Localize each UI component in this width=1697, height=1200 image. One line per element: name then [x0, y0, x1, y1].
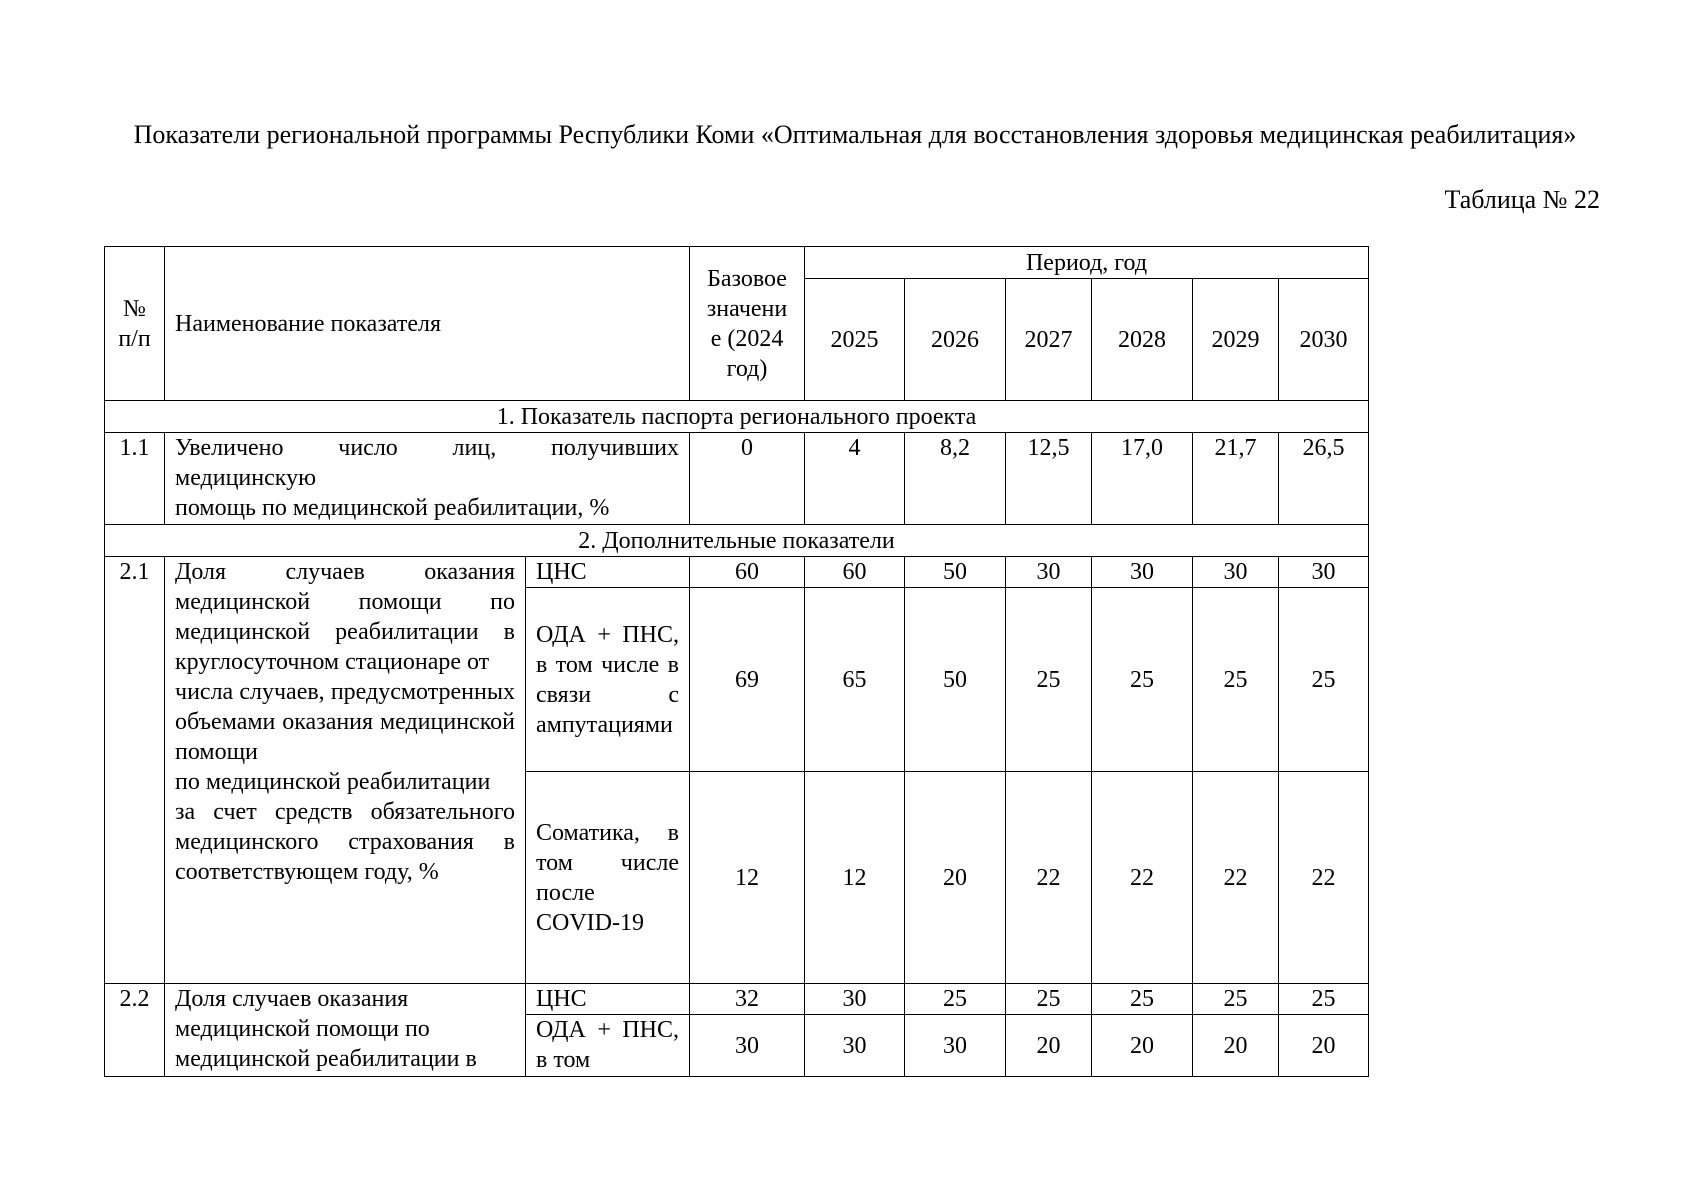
header-year: 2029 [1193, 279, 1279, 401]
table-cell: 17,0 [1092, 433, 1193, 525]
header-year: 2028 [1092, 279, 1193, 401]
header-period: Период, год [805, 247, 1369, 279]
table-cell: 50 [905, 557, 1006, 588]
table-cell: 25 [1006, 588, 1092, 772]
table-cell: 25 [1279, 588, 1369, 772]
table-cell: 25 [1193, 984, 1279, 1015]
table-cell: 30 [1092, 557, 1193, 588]
header-num: № п/п [105, 247, 165, 401]
table-cell: 21,7 [1193, 433, 1279, 525]
header-year: 2026 [905, 279, 1006, 401]
row-number: 2.1 [105, 557, 165, 984]
table-cell: 30 [805, 984, 905, 1015]
subcategory-label: Соматика, в том числе после COVID-19 [526, 772, 690, 984]
table-cell: 26,5 [1279, 433, 1369, 525]
header-base: Базовое значени е (2024 год) [690, 247, 805, 401]
table-cell: 50 [905, 588, 1006, 772]
table-cell: 69 [690, 588, 805, 772]
header-name: Наименование показателя [165, 247, 690, 401]
table-cell: 65 [805, 588, 905, 772]
subcategory-label: ЦНС [526, 557, 690, 588]
page-title: Показатели региональной программы Республики Коми «Оптимальная для восстановления здоровья медицинская реабилитация» [133, 120, 1577, 149]
table-cell: 60 [690, 557, 805, 588]
table-cell: 25 [905, 984, 1006, 1015]
table-cell: 30 [690, 1015, 805, 1077]
table-cell: 20 [1279, 1015, 1369, 1077]
table-number: Таблица № 22 [1444, 185, 1600, 214]
table-cell: 22 [1006, 772, 1092, 984]
subcategory-label: ЦНС [526, 984, 690, 1015]
table-cell: 25 [1006, 984, 1092, 1015]
section-heading: 2. Дополнительные показатели [105, 525, 1369, 557]
table-cell: 30 [1193, 557, 1279, 588]
table-cell: 30 [805, 1015, 905, 1077]
row-number: 2.2 [105, 984, 165, 1077]
table-cell: 4 [805, 433, 905, 525]
table-cell: 30 [905, 1015, 1006, 1077]
table-cell: 30 [1279, 557, 1369, 588]
table-cell: 25 [1279, 984, 1369, 1015]
header-year: 2030 [1279, 279, 1369, 401]
table-cell: 25 [1092, 588, 1193, 772]
table-cell: 30 [1006, 557, 1092, 588]
table-cell: 12 [690, 772, 805, 984]
table-cell: 20 [1092, 1015, 1193, 1077]
table-cell: 20 [1193, 1015, 1279, 1077]
table-cell: 12,5 [1006, 433, 1092, 525]
table-cell: 60 [805, 557, 905, 588]
table-cell: 25 [1193, 588, 1279, 772]
indicator-name: Доля случаев оказания медицинской помощи по медицинской реабилитации в круглосуточном стационаре от числа случаев, предусмотренных объемами оказания медицинской помощи по медицинской реабилитации за счет средств обязательного медицинского страхования в соответствующем году, % [165, 557, 526, 984]
table-cell: 20 [905, 772, 1006, 984]
table-cell: 22 [1193, 772, 1279, 984]
table-cell: 25 [1092, 984, 1193, 1015]
header-year: 2025 [805, 279, 905, 401]
table-cell: 32 [690, 984, 805, 1015]
table-cell: 22 [1092, 772, 1193, 984]
row-number: 1.1 [105, 433, 165, 525]
indicators-table [104, 246, 1369, 1077]
header-year: 2027 [1006, 279, 1092, 401]
table-cell: 0 [690, 433, 805, 525]
table-cell: 8,2 [905, 433, 1006, 525]
section-heading: 1. Показатель паспорта регионального проекта [105, 401, 1369, 433]
subcategory-label: ОДА + ПНС, в том числе в связи с ампутациями [526, 588, 690, 772]
indicator-name: Доля случаев оказания медицинской помощи по медицинской реабилитации в [165, 984, 526, 1077]
table-cell: 12 [805, 772, 905, 984]
subcategory-label: ОДА + ПНС, в том [526, 1015, 690, 1077]
table-cell: 20 [1006, 1015, 1092, 1077]
indicator-name: Увеличено число лиц, получивших медицинскую помощь по медицинской реабилитации, % [165, 433, 690, 525]
table-cell: 22 [1279, 772, 1369, 984]
